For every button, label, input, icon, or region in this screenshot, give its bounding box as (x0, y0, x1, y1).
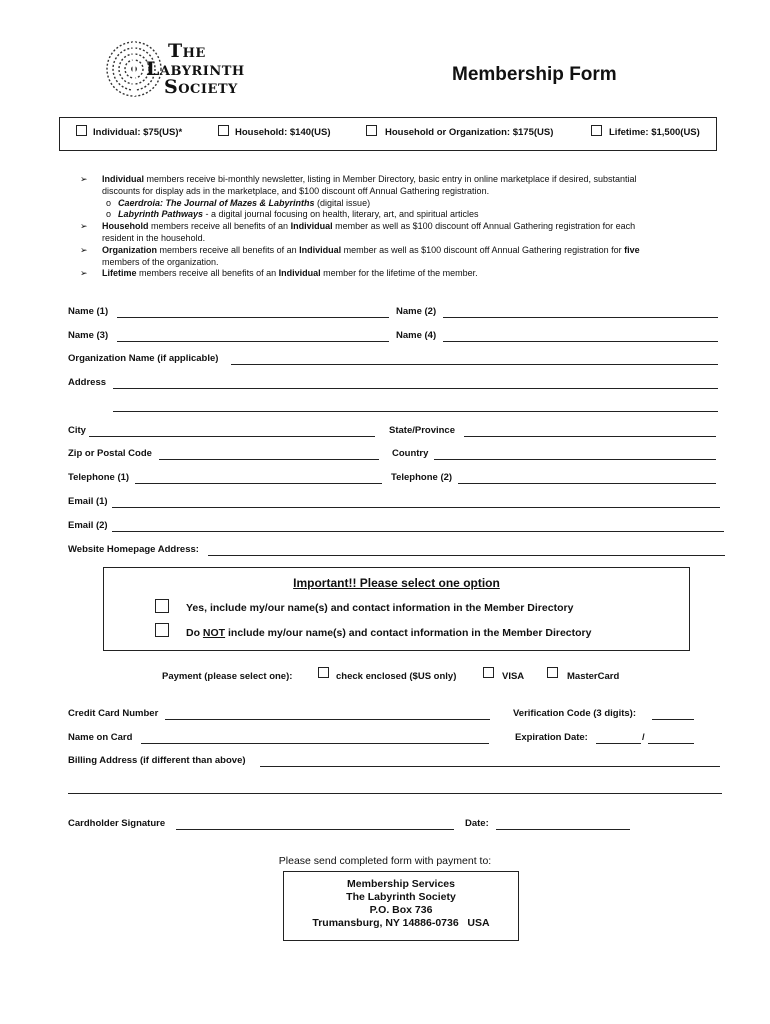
cardholder-signature-field[interactable] (176, 829, 454, 830)
logo-text-society: Society (164, 76, 238, 98)
benefits-list (80, 174, 720, 280)
mailing-instruction: Please send completed form with payment to: (278, 855, 492, 867)
circle-bullet-icon: o (106, 197, 112, 208)
address-field[interactable] (113, 388, 718, 389)
name2-label: Name (2) (396, 306, 437, 317)
zip-field[interactable] (159, 459, 379, 460)
benefit-sub-pathways: o Labyrinth Pathways - a digital journal focusing on health, literary, art, and spiritual articles (106, 209, 479, 220)
membership-options-box (59, 117, 717, 151)
telephone1-label: Telephone (1) (68, 472, 130, 483)
email1-field[interactable] (112, 507, 720, 508)
arrow-bullet-icon: ➢ (80, 174, 88, 184)
benefit-individual: ➢ Individual members receive bi-monthly newsletter, listing in Member Directory, basic entry in online marketplace if desired, substantial discounts for display ads in the marketplace, and $100 discount off Annual Gathering registration. (80, 174, 637, 196)
city-field[interactable] (89, 436, 375, 437)
payment-label: Payment (please select one): (162, 671, 293, 682)
directory-yes-label: Yes, include my/our name(s) and contact information in the Member Directory (186, 602, 574, 614)
page-title: Membership Form (452, 64, 617, 85)
credit-card-number-label: Credit Card Number (68, 708, 159, 719)
credit-card-number-field[interactable] (165, 719, 490, 720)
name3-label: Name (3) (68, 330, 109, 341)
directory-no-label: Do NOT include my/our name(s) and contact information in the Member Directory (186, 627, 592, 639)
expiration-separator: / (642, 732, 645, 743)
benefit-sub-caerdroia: o Caerdroia: The Journal of Mazes & Labyrinths (digital issue) (106, 197, 371, 208)
mailing-line2: The Labyrinth Society (346, 891, 456, 903)
expiration-year-field[interactable] (648, 743, 694, 744)
organization-name-label: Organization Name (if applicable) (68, 353, 219, 364)
telephone2-field[interactable] (458, 483, 716, 484)
email1-label: Email (1) (68, 496, 108, 507)
household-checkbox[interactable] (218, 125, 229, 136)
city-label: City (68, 425, 86, 436)
address-label: Address (68, 377, 107, 388)
directory-option-box (103, 567, 690, 651)
arrow-bullet-icon: ➢ (80, 268, 88, 279)
arrow-bullet-icon: ➢ (80, 221, 88, 232)
benefit-lifetime: ➢ Lifetime members receive all benefits of an Individual member for the lifetime of the member. (80, 268, 478, 279)
date-label: Date: (465, 818, 489, 829)
zip-label: Zip or Postal Code (68, 448, 152, 459)
expiration-date-label: Expiration Date: (515, 732, 588, 743)
household-organization-checkbox[interactable] (366, 125, 377, 136)
logo-text-labyrinth: Labyrinth (146, 58, 245, 80)
mailing-line4: Trumansburg, NY 14886-0736 USA (312, 917, 490, 929)
address-field-line2[interactable] (113, 411, 718, 412)
logo (104, 36, 294, 102)
mailing-line3: P.O. Box 736 (369, 904, 433, 916)
verification-code-field[interactable] (652, 719, 694, 720)
mastercard-checkbox[interactable] (547, 667, 558, 678)
check-enclosed-checkbox[interactable] (318, 667, 329, 678)
telephone2-label: Telephone (2) (391, 472, 453, 483)
name3-field[interactable] (117, 341, 389, 342)
name1-label: Name (1) (68, 306, 109, 317)
telephone1-field[interactable] (135, 483, 382, 484)
website-label: Website Homepage Address: (68, 544, 199, 555)
visa-checkbox[interactable] (483, 667, 494, 678)
directory-no-checkbox[interactable] (155, 623, 169, 637)
lifetime-checkbox[interactable] (591, 125, 602, 136)
directory-heading: Important!! Please select one option (293, 576, 500, 590)
billing-address-field-line2[interactable] (68, 793, 722, 794)
mastercard-label: MasterCard (567, 671, 620, 682)
billing-address-field[interactable] (260, 766, 720, 767)
visa-label: VISA (502, 671, 525, 682)
state-province-field[interactable] (464, 436, 716, 437)
individual-checkbox[interactable] (76, 125, 87, 136)
mailing-line1: Membership Services (347, 878, 455, 890)
name1-field[interactable] (117, 317, 389, 318)
email2-field[interactable] (112, 531, 724, 532)
organization-name-field[interactable] (231, 364, 718, 365)
name-on-card-field[interactable] (141, 743, 489, 744)
household-organization-option-label: Household or Organization: $175(US) (385, 127, 554, 138)
name2-field[interactable] (443, 317, 718, 318)
logo-text-the: The (168, 40, 206, 62)
state-province-label: State/Province (389, 425, 455, 436)
verification-code-label: Verification Code (3 digits): (513, 708, 636, 719)
mailing-address-box (283, 871, 519, 941)
directory-yes-checkbox[interactable] (155, 599, 169, 613)
benefit-household: ➢ Household members receive all benefits of an Individual member as well as $100 discount off Annual Gathering registration for each resident in the household. (80, 221, 636, 243)
household-option-label: Household: $140(US) (235, 127, 331, 138)
name4-field[interactable] (443, 341, 718, 342)
country-label: Country (392, 448, 429, 459)
cardholder-signature-label: Cardholder Signature (68, 818, 166, 829)
email2-label: Email (2) (68, 520, 108, 531)
expiration-month-field[interactable] (596, 743, 641, 744)
check-enclosed-label: check enclosed ($US only) (336, 671, 457, 682)
circle-bullet-icon: o (106, 209, 112, 220)
benefit-organization: ➢ Organization members receive all benefits of an Individual member as well as $100 discount off Annual Gathering registration for five members of the organization. (80, 244, 640, 267)
country-field[interactable] (434, 459, 716, 460)
name4-label: Name (4) (396, 330, 437, 341)
name-on-card-label: Name on Card (68, 732, 133, 743)
date-field[interactable] (496, 829, 630, 830)
arrow-bullet-icon: ➢ (80, 244, 88, 255)
lifetime-option-label: Lifetime: $1,500(US) (609, 127, 700, 138)
individual-option-label: Individual: $75(US)* (93, 127, 183, 138)
billing-address-label: Billing Address (if different than above) (68, 755, 246, 766)
website-field[interactable] (208, 555, 725, 556)
